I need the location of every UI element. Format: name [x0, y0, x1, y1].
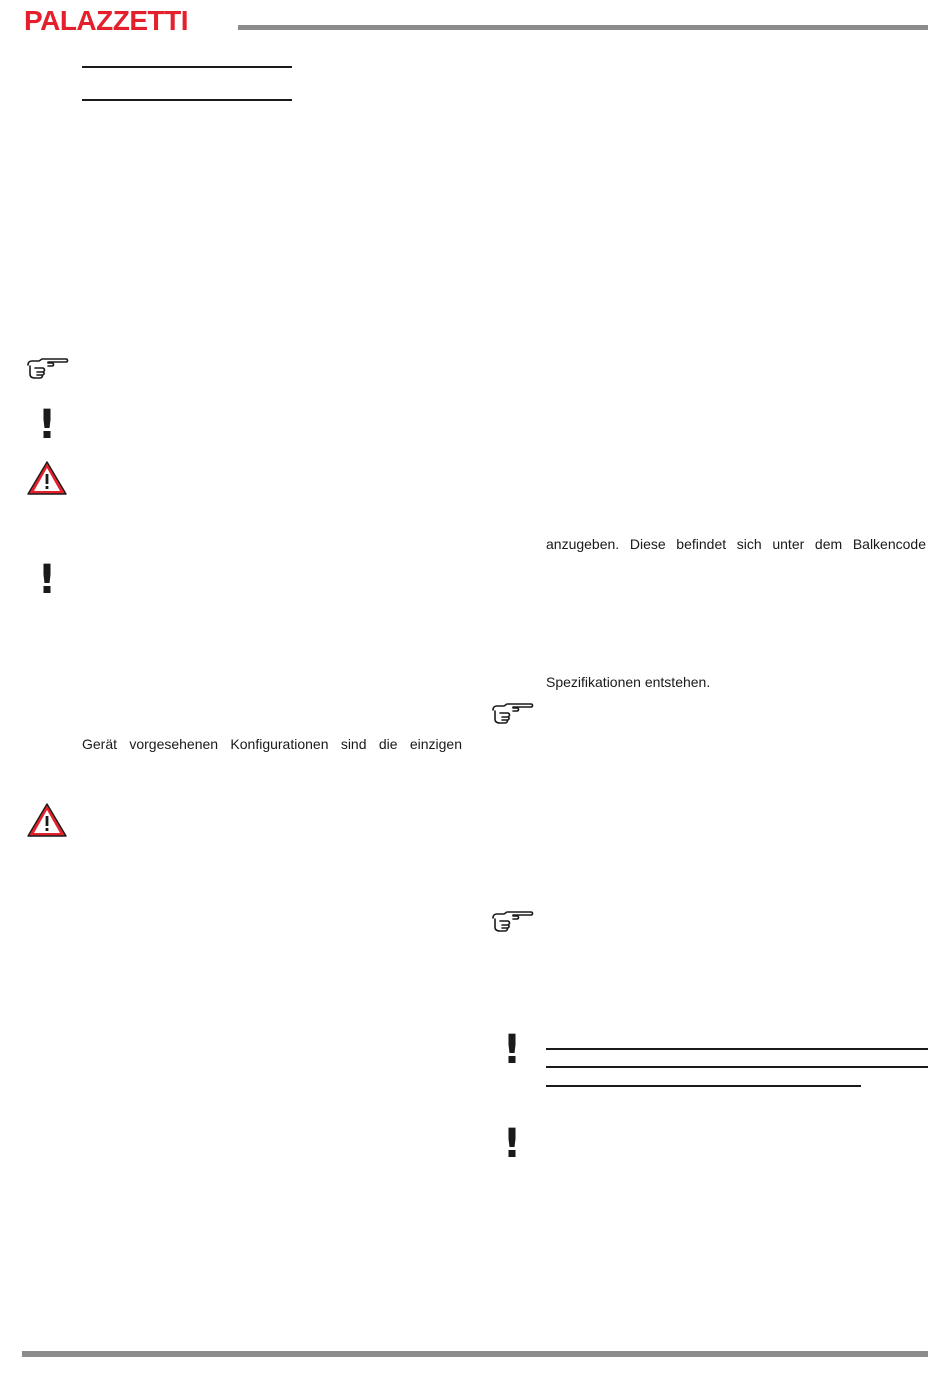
exclamation-icon: !: [37, 402, 57, 448]
right-underline-2: [546, 1066, 928, 1068]
footer-rule: [22, 1351, 928, 1357]
palazzetti-logo: PALAZZETTI: [24, 5, 189, 36]
right-underline-1: [546, 1048, 928, 1050]
warning-triangle-icon: [26, 460, 68, 496]
right-text-line: Spezifikationen entstehen.: [546, 674, 711, 690]
pointing-hand-icon: [26, 357, 70, 381]
left-title-underline-1: [82, 66, 292, 68]
exclamation-icon: !: [502, 1121, 522, 1167]
right-underline-3: [546, 1085, 861, 1087]
left-text-line: Gerät vorgesehenen Konfigurationen sind die einzigen: [82, 736, 462, 752]
pointing-hand-icon: [491, 910, 535, 934]
exclamation-icon: !: [37, 557, 57, 603]
pointing-hand-icon: [491, 702, 535, 726]
exclamation-icon: !: [502, 1027, 522, 1073]
right-text-line: anzugeben. Diese befindet sich unter dem Balkencode: [546, 536, 926, 552]
left-title-underline-2: [82, 99, 292, 101]
warning-triangle-icon: [26, 802, 68, 838]
header-rule: [238, 25, 928, 30]
